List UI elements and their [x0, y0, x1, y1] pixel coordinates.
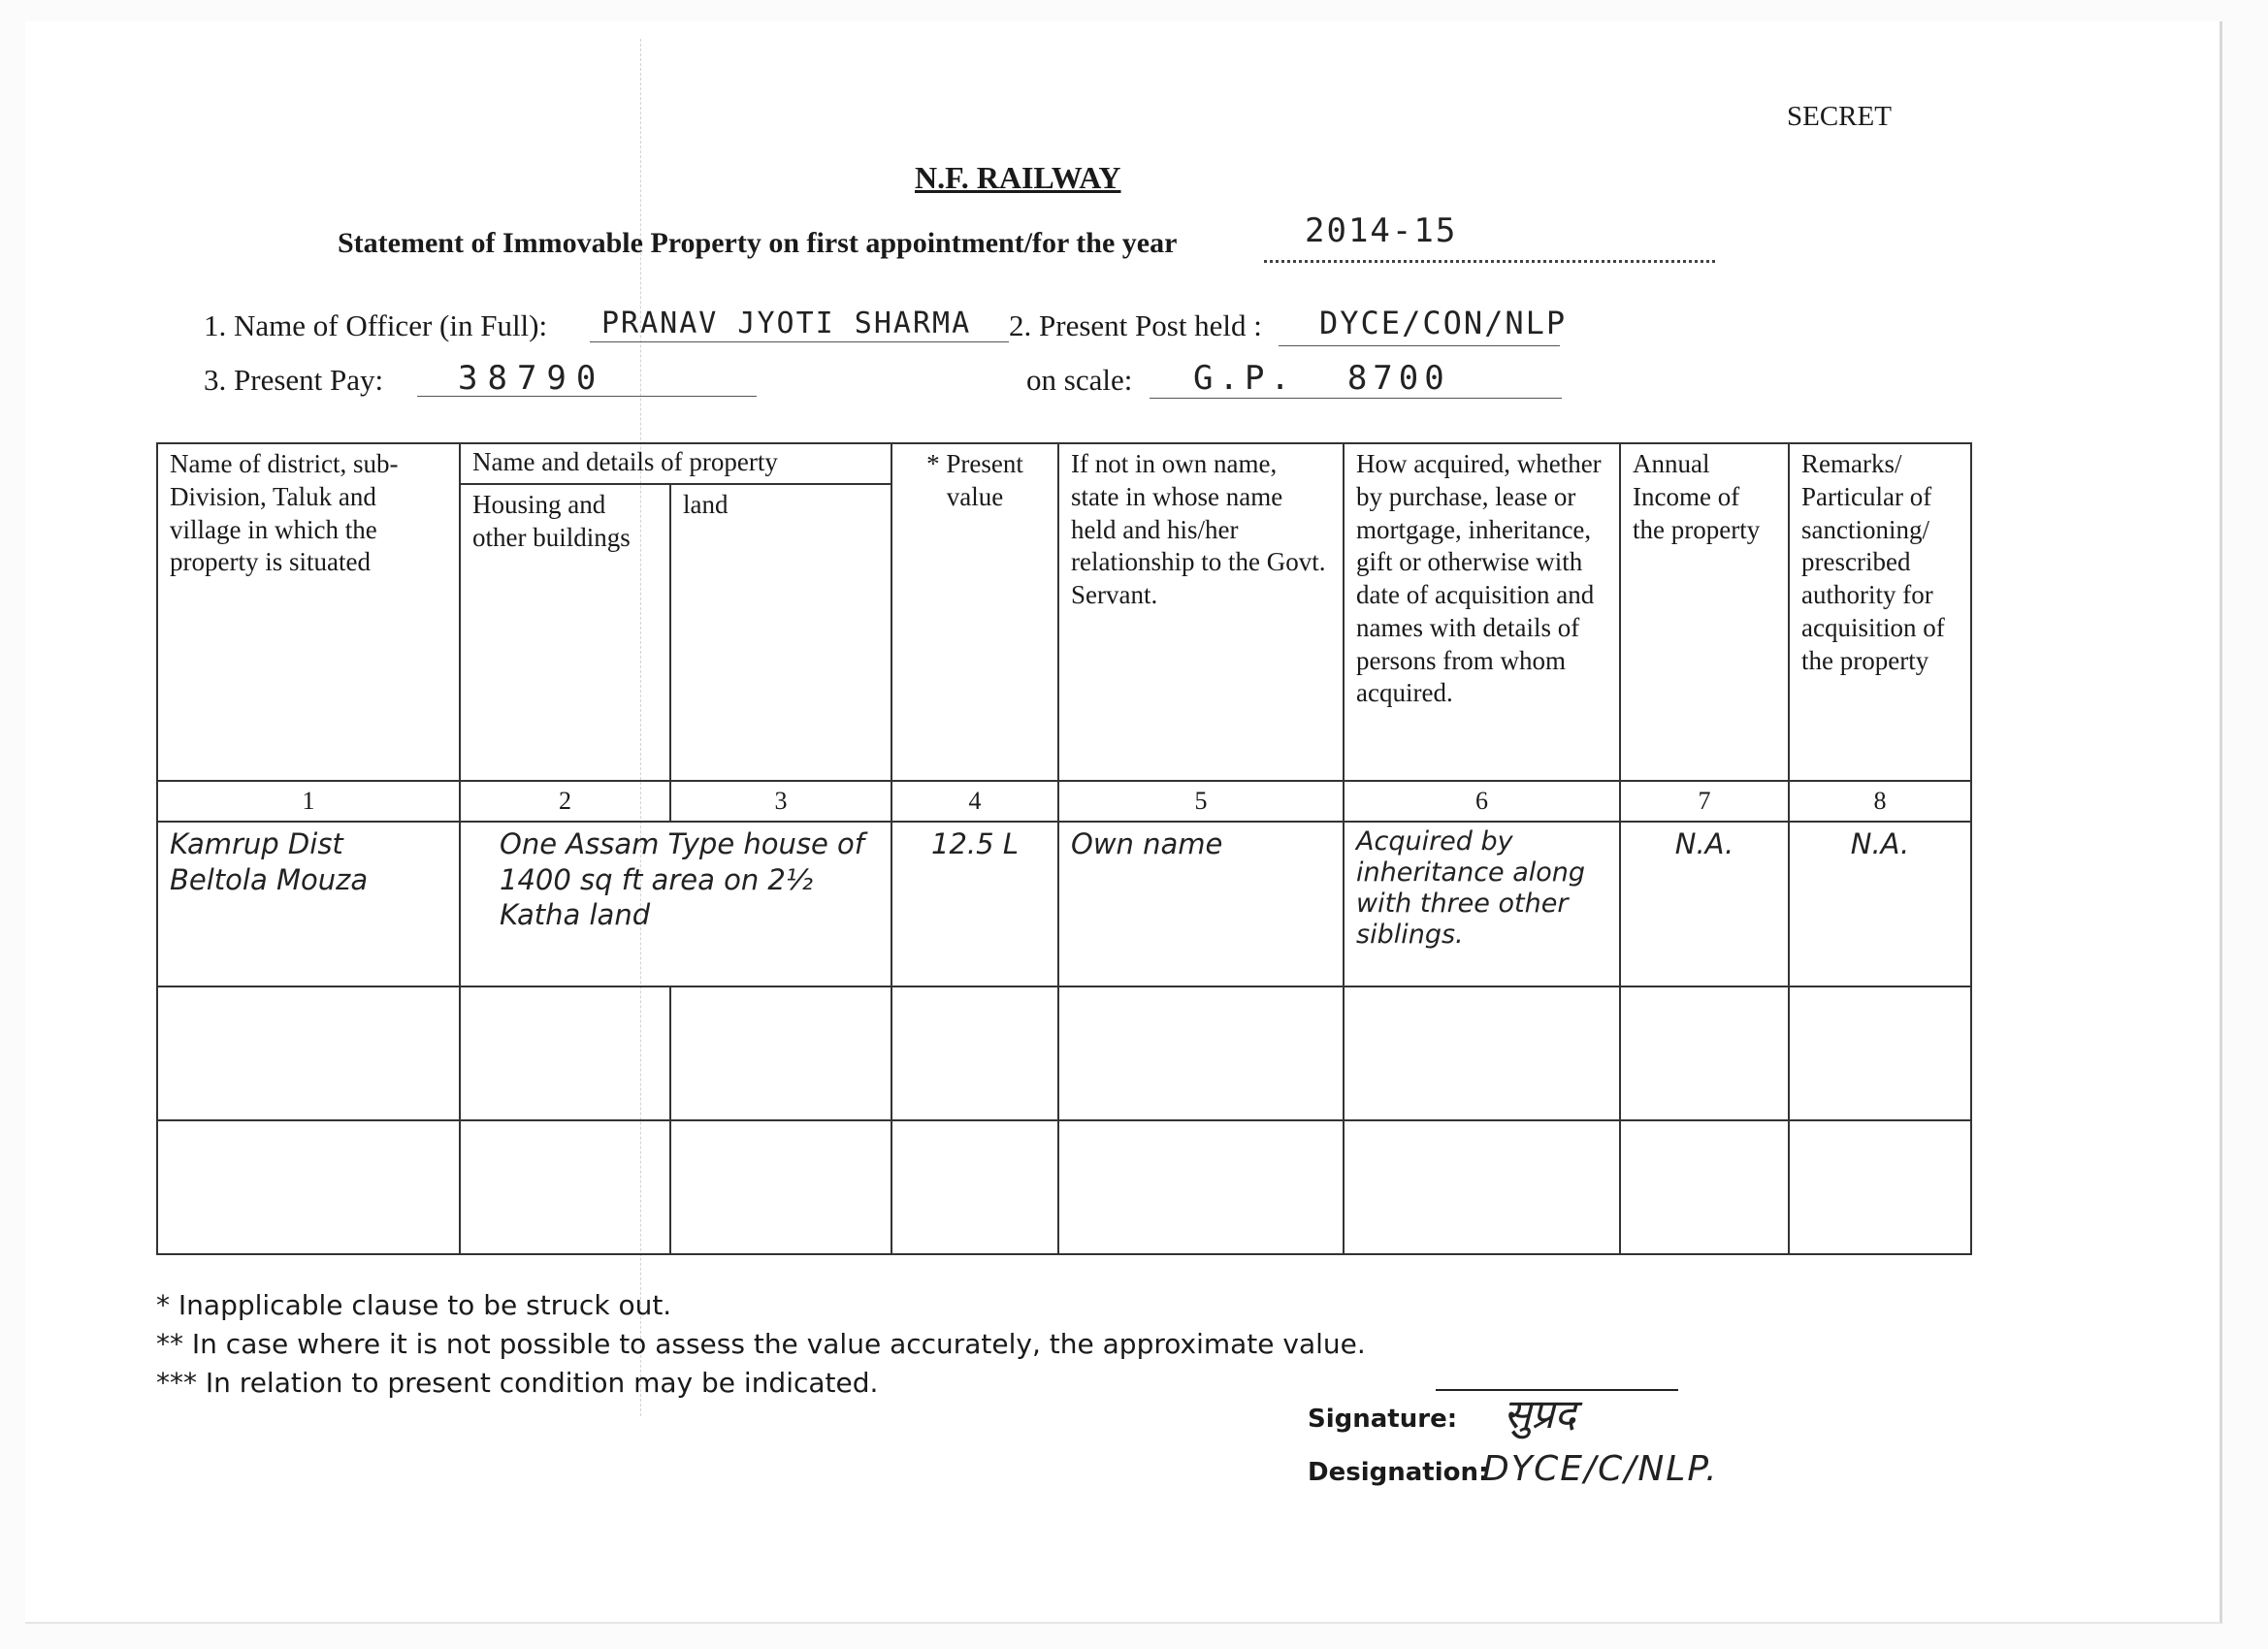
empty-cell — [157, 1120, 460, 1254]
column-number: 6 — [1344, 781, 1620, 823]
officer-name-value: PRANAV JYOTI SHARMA — [601, 307, 972, 340]
header-remarks: Remarks/ Particular of sanctioning/ prescribed authority for acquisition of the property — [1789, 443, 1971, 781]
header-location: Name of district, sub-Division, Taluk and village in which the property is situated — [157, 443, 460, 781]
column-number: 5 — [1058, 781, 1344, 823]
signature-label: Signature: — [1308, 1405, 1458, 1434]
present-pay-label: 3. Present Pay: — [204, 363, 384, 397]
column-number: 2 — [460, 781, 670, 823]
designation-label: Designation: — [1308, 1458, 1489, 1487]
empty-cell — [1620, 1120, 1789, 1254]
empty-cell — [1058, 1120, 1344, 1254]
scale-value: G.P. 8700 — [1193, 359, 1450, 398]
empty-cell — [891, 1120, 1058, 1254]
empty-cell — [1789, 1120, 1971, 1254]
cell-holder-name: Own name — [1058, 822, 1344, 986]
column-number: 3 — [670, 781, 891, 823]
present-pay-value: 38790 — [458, 359, 606, 398]
column-number: 7 — [1620, 781, 1789, 823]
header-how-acquired: How acquired, whether by purchase, lease or mortgage, inheritance, gift or otherwise with date of acquisition and names with details of persons from whom acquired. — [1344, 443, 1620, 781]
header-housing: Housing and other buildings — [460, 484, 670, 781]
scale-underline — [1150, 398, 1562, 399]
column-number: 4 — [891, 781, 1058, 823]
empty-cell — [670, 1120, 891, 1254]
footnotes — [156, 1286, 1366, 1403]
classification-label: SECRET — [1787, 101, 1892, 132]
cell-location: Kamrup Dist Beltola Mouza — [157, 822, 460, 986]
signature-mark: सुप्रद — [1504, 1390, 1576, 1438]
empty-cell — [460, 986, 670, 1120]
header-annual-income: Annual Income of the property — [1620, 443, 1789, 781]
cell-property-details: One Assam Type house of 1400 sq ft area on 2½ Katha land — [460, 822, 891, 986]
empty-cell — [460, 1120, 670, 1254]
post-held-label: 2. Present Post held : — [1009, 308, 1262, 342]
officer-name-label: 1. Name of Officer (in Full): — [204, 308, 548, 342]
empty-cell — [1058, 986, 1344, 1120]
empty-cell — [1344, 1120, 1620, 1254]
footnote: ** In case where it is not possible to assess the value accurately, the approximate value. — [156, 1328, 1366, 1360]
statement-heading: Statement of Immovable Property on first appointment/for the year — [338, 227, 1178, 259]
post-held-underline — [1279, 345, 1560, 346]
empty-cell — [1789, 986, 1971, 1120]
empty-cell — [670, 986, 891, 1120]
year-value: 2014-15 — [1305, 211, 1458, 250]
officer-name-underline — [590, 341, 1009, 342]
cell-remarks: N.A. — [1789, 822, 1971, 986]
header-property-group: Name and details of property — [460, 443, 891, 484]
cell-present-value: 12.5 L — [891, 822, 1058, 986]
document-title: N.F. RAILWAY — [915, 160, 1121, 195]
cell-how-acquired: Acquired by inheritance along with three other siblings. — [1344, 822, 1620, 986]
empty-cell — [891, 986, 1058, 1120]
scale-label: on scale: — [1026, 363, 1133, 397]
header-present-value: * Present value — [891, 443, 1058, 781]
column-number: 8 — [1789, 781, 1971, 823]
cell-annual-income: N.A. — [1620, 822, 1789, 986]
header-holder-name: If not in own name, state in whose name held and his/her relationship to the Govt. Servant. — [1058, 443, 1344, 781]
post-held-value: DYCE/CON/NLP — [1319, 305, 1568, 341]
header-land: land — [670, 484, 891, 781]
designation-value: DYCE/C/NLP. — [1482, 1449, 1719, 1489]
empty-cell — [157, 986, 460, 1120]
property-table — [156, 442, 1972, 1255]
column-number: 1 — [157, 781, 460, 823]
empty-cell — [1344, 986, 1620, 1120]
footnote: *** In relation to present condition may be indicated. — [156, 1367, 879, 1399]
footnote: * Inapplicable clause to be struck out. — [156, 1289, 672, 1321]
empty-cell — [1620, 986, 1789, 1120]
present-pay-underline — [417, 396, 757, 397]
